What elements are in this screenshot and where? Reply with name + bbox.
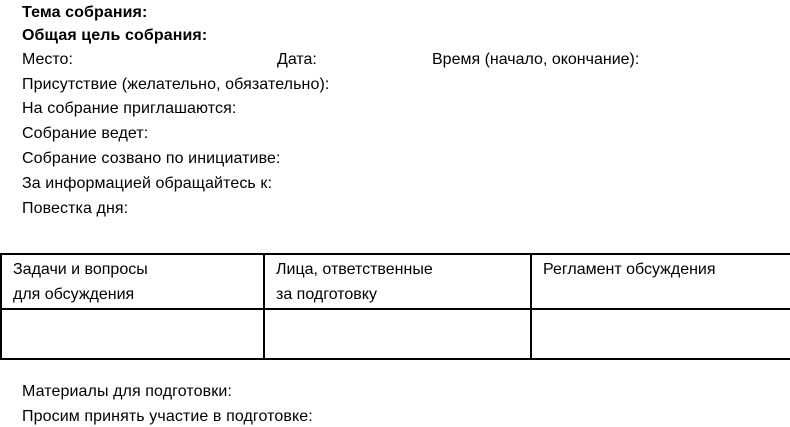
table-cell-time-limit (532, 310, 790, 358)
table-header-time-limit-line1: Регламент обсуждения (543, 261, 716, 278)
table-cell-tasks (2, 310, 265, 358)
field-label-contact: За информацией обращайтесь к: (22, 175, 273, 192)
field-label-attendance: Присутствие (желательно, обязательно): (22, 76, 330, 93)
field-label-materials: Материалы для подготовки: (22, 383, 232, 400)
field-label-date: Дата: (277, 51, 317, 68)
field-label-time: Время (начало, окончание): (432, 51, 640, 68)
agenda-table-header-row (2, 255, 790, 310)
field-label-chair: Собрание ведет: (22, 125, 149, 142)
agenda-table-data-row (2, 310, 790, 358)
table-header-responsible (265, 255, 532, 308)
table-header-tasks (2, 255, 265, 308)
field-label-participation: Просим принять участие в подготовке: (22, 408, 313, 425)
field-label-goal: Общая цель собрания: (22, 27, 208, 44)
field-label-place: Место: (22, 51, 73, 68)
field-label-agenda: Повестка дня: (22, 200, 129, 217)
table-header-responsible-line2: за подготовку (276, 286, 377, 303)
field-label-topic: Тема собрания: (22, 4, 148, 21)
table-header-responsible-line1: Лица, ответственные (276, 261, 433, 278)
table-header-time-limit (532, 255, 790, 308)
table-cell-responsible (265, 310, 532, 358)
table-header-tasks-line2: для обсуждения (13, 286, 135, 303)
table-header-tasks-line1: Задачи и вопросы (13, 261, 148, 278)
agenda-table (0, 253, 790, 360)
field-label-invitees: На собрание приглашаются: (22, 100, 237, 117)
field-label-initiator: Собрание созвано по инициативе: (22, 150, 281, 167)
